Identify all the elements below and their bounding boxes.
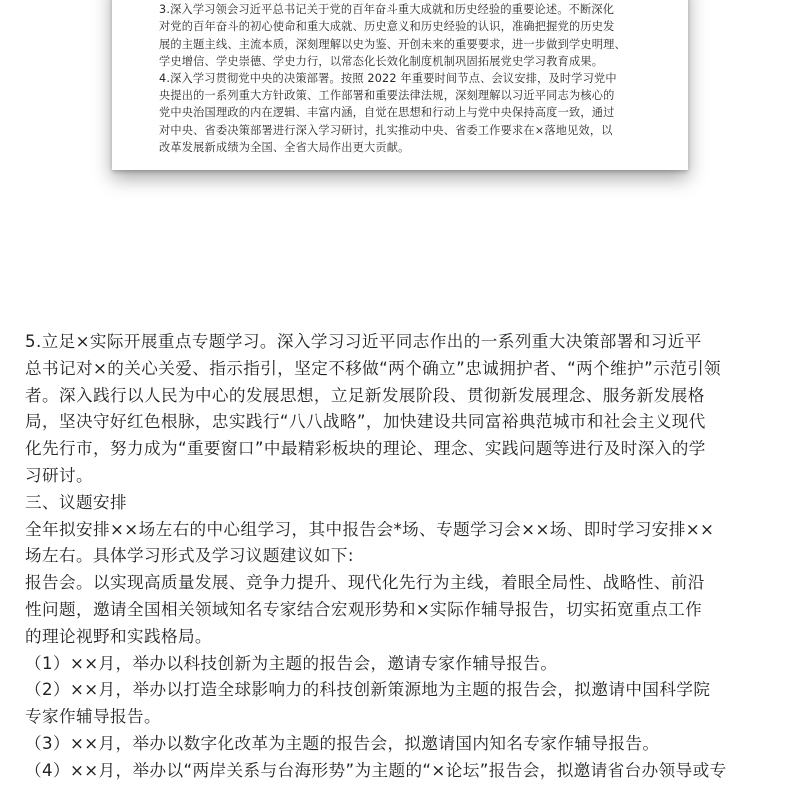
document-page-preview — [112, 0, 688, 170]
preview-line: 央提出的一系列重大方针政策、工作部署和重要法律法规，深刻理解以习近平同志为核心的 — [159, 89, 615, 103]
paragraph-line: 全年拟安排××场左右的中心组学习，其中报告会*场、专题学习会××场、即时学习安排×× — [25, 519, 715, 539]
paragraph-line: 的理论视野和实践格局。 — [25, 626, 212, 646]
preview-line: 对中央、省委决策部署进行深入学习研讨，扎实推动中央、省委工作要求在×落地见效，以 — [159, 123, 613, 137]
list-item-continuation: 专家作辅导报告。 — [25, 707, 161, 727]
document-body — [25, 329, 782, 785]
paragraph-line: 化先行市，努力成为“重要窗口”中最精彩板块的理论、理念、实践问题等进行及时深入的学 — [25, 439, 706, 459]
paragraph-line: 局，坚决守好红色根脉，忠实践行“八八战略”，加快建设共同富裕典范城市和社会主义现代 — [25, 412, 706, 432]
preview-line: 学史增信、学史崇德、学史力行，以常态化长效化制度机制巩固拓展党史学习教育成果。 — [159, 54, 604, 68]
list-item: （1）××月，举办以科技创新为主题的报告会，邀请专家作辅导报告。 — [25, 653, 558, 673]
list-item: （2）××月，举办以打造全球影响力的科技创新策源地为主题的报告会，拟邀请中国科学院 — [25, 680, 711, 700]
section-heading: 三、议题安排 — [25, 492, 127, 512]
paragraph-line: 5.立足×实际开展重点专题学习。深入学习习近平同志作出的一系列重大决策部署和习近平 — [25, 332, 702, 351]
preview-text — [159, 0, 641, 156]
preview-line: 展的主题主线、主流本质，深刻理解以史为鉴、开创未来的重要要求，进一步做到学史明理、 — [159, 37, 626, 51]
paragraph-line: 习研讨。 — [25, 465, 93, 485]
preview-line: 3.深入学习领会习近平总书记关于党的百年奋斗重大成就和历史经验的重要论述。不断深化 — [159, 3, 615, 17]
paragraph-line: 性问题，邀请全国相关领域知名专家结合宏观形势和×实际作辅导报告，切实拓宽重点工作 — [25, 599, 703, 619]
preview-line: 党中央治国理政的内在逻辑、丰富内涵，自觉在思想和行动上与党中央保持高度一致，通过 — [159, 106, 615, 120]
preview-line: 对党的百年奋斗的初心使命和重大成就、历史意义和历史经验的认识，准确把握党的历史发 — [159, 20, 615, 34]
paragraph-line: 者。深入践行以人民为中心的发展思想，立足新发展阶段、贯彻新发展理念、服务新发展格 — [25, 385, 705, 405]
list-item: （3）××月，举办以数字化改革为主题的报告会，拟邀请国内知名专家作辅导报告。 — [25, 733, 660, 753]
paragraph-line: 场左右。具体学习形式及学习议题建议如下: — [25, 546, 354, 566]
preview-line: 改革发展新成绩为全国、全省大局作出更大贡献。 — [159, 140, 410, 154]
paragraph-line: 总书记对×的关心关爱、指示指引，坚定不移做“两个确立”忠诚拥护者、“两个维护”示范引领 — [25, 358, 722, 378]
paragraph-line: 报告会。以实现高质量发展、竞争力提升、现代化先行为主线，着眼全局性、战略性、前沿 — [25, 573, 705, 593]
preview-line: 4.深入学习贯彻党中央的决策部署。按照 2022 年重要时间节点、会议安排，及时学习党中 — [159, 72, 617, 86]
list-item: （4）××月，举办以“两岸关系与台海形势”为主题的“×论坛”报告会，拟邀请省台办领导或专 — [25, 760, 727, 780]
